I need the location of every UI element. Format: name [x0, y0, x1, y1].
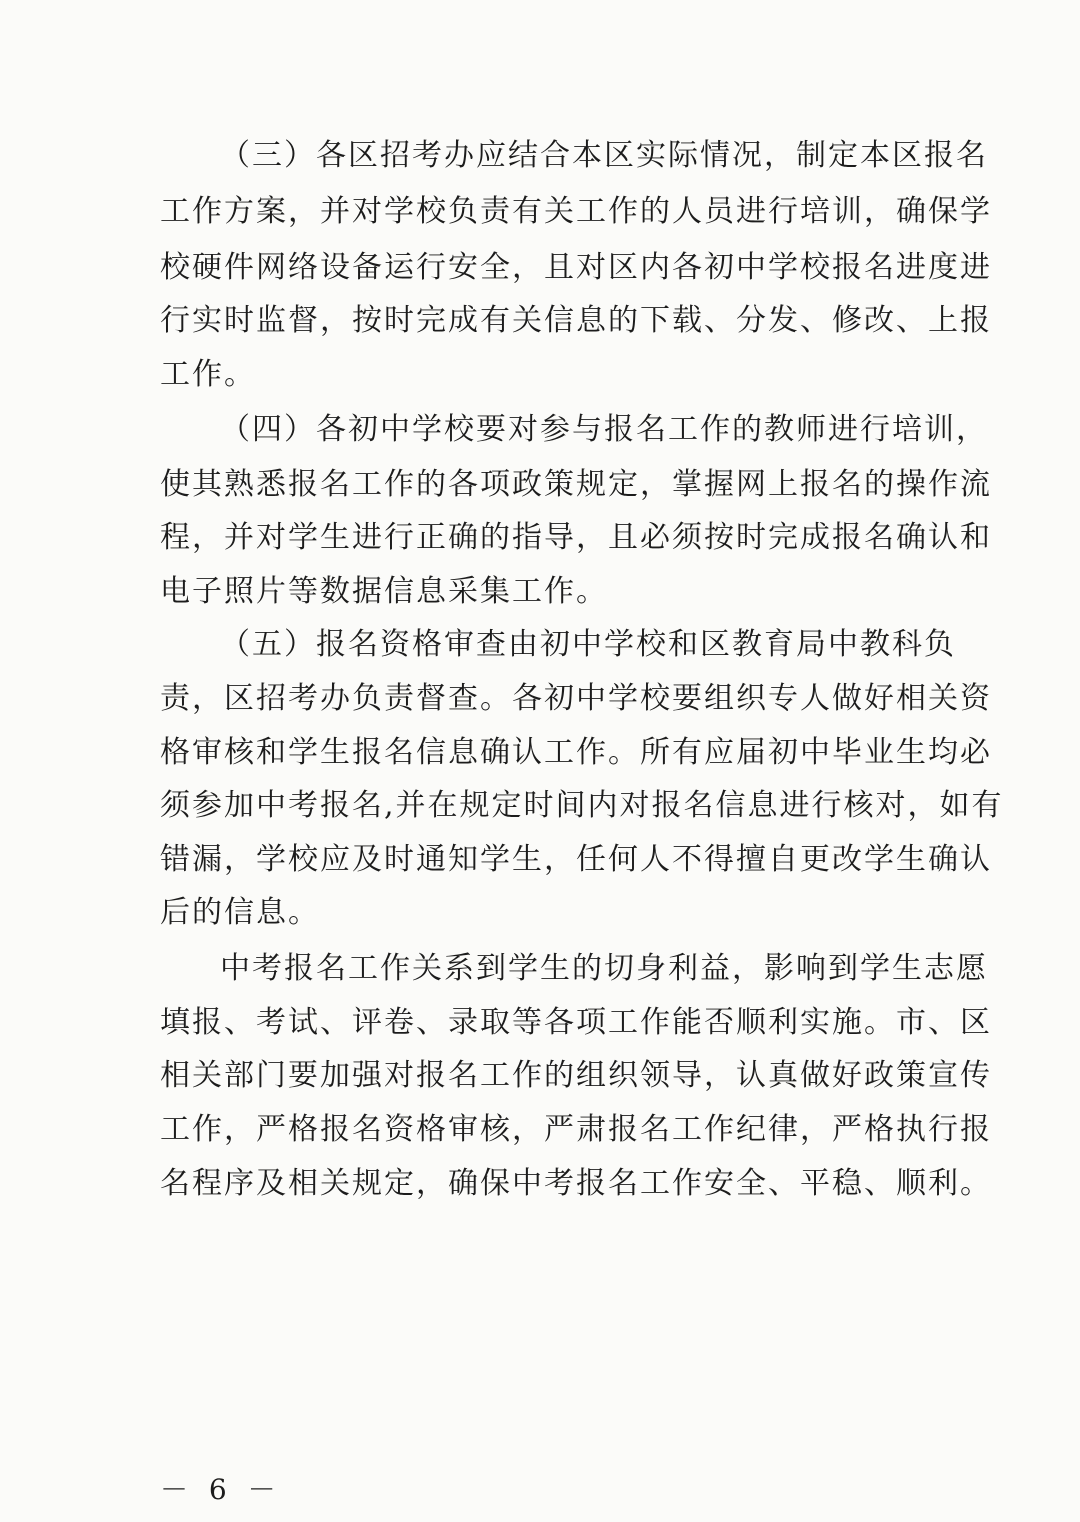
- text-line: 工作，严格报名资格审核，严肃报名工作纪律，严格执行报: [160, 1112, 992, 1147]
- text-line: （五）报名资格审查由初中学校和区教育局中教科负: [220, 627, 956, 662]
- text-line: 须参加中考报名,并在规定时间内对报名信息进行核对，如有: [160, 788, 1004, 823]
- text-line: 电子照片等数据信息采集工作。: [160, 574, 608, 609]
- text-line: 填报、考试、评卷、录取等各项工作能否顺利实施。市、区: [160, 1005, 992, 1040]
- text-line: 责，区招考办负责督查。各初中学校要组织专人做好相关资: [160, 681, 992, 716]
- text-line: 校硬件网络设备运行安全，且对区内各初中学校报名进度进: [160, 250, 992, 285]
- text-line: 中考报名工作关系到学生的切身利益，影响到学生志愿: [220, 951, 988, 986]
- text-line: 行实时监督，按时完成有关信息的下载、分发、修改、上报: [160, 303, 992, 338]
- text-line: （四）各初中学校要对参与报名工作的教师进行培训，: [220, 412, 988, 447]
- text-line: 错漏，学校应及时通知学生，任何人不得擅自更改学生确认: [160, 842, 992, 877]
- text-line: 后的信息。: [160, 895, 320, 930]
- text-line: 名程序及相关规定，确保中考报名工作安全、平稳、顺利。: [160, 1166, 992, 1201]
- text-line: 工作。: [160, 357, 256, 392]
- text-line: （三）各区招考办应结合本区实际情况，制定本区报名: [220, 138, 988, 173]
- text-line: 格审核和学生报名信息确认工作。所有应届初中毕业生均必: [160, 735, 992, 770]
- page-number: － 6 －: [160, 1473, 282, 1506]
- text-line: 程，并对学生进行正确的指导，且必须按时完成报名确认和: [160, 520, 992, 555]
- text-line: 工作方案，并对学校负责有关工作的人员进行培训，确保学: [160, 194, 992, 229]
- text-line: 相关部门要加强对报名工作的组织领导，认真做好政策宣传: [160, 1058, 992, 1093]
- text-line: 使其熟悉报名工作的各项政策规定，掌握网上报名的操作流: [160, 467, 992, 502]
